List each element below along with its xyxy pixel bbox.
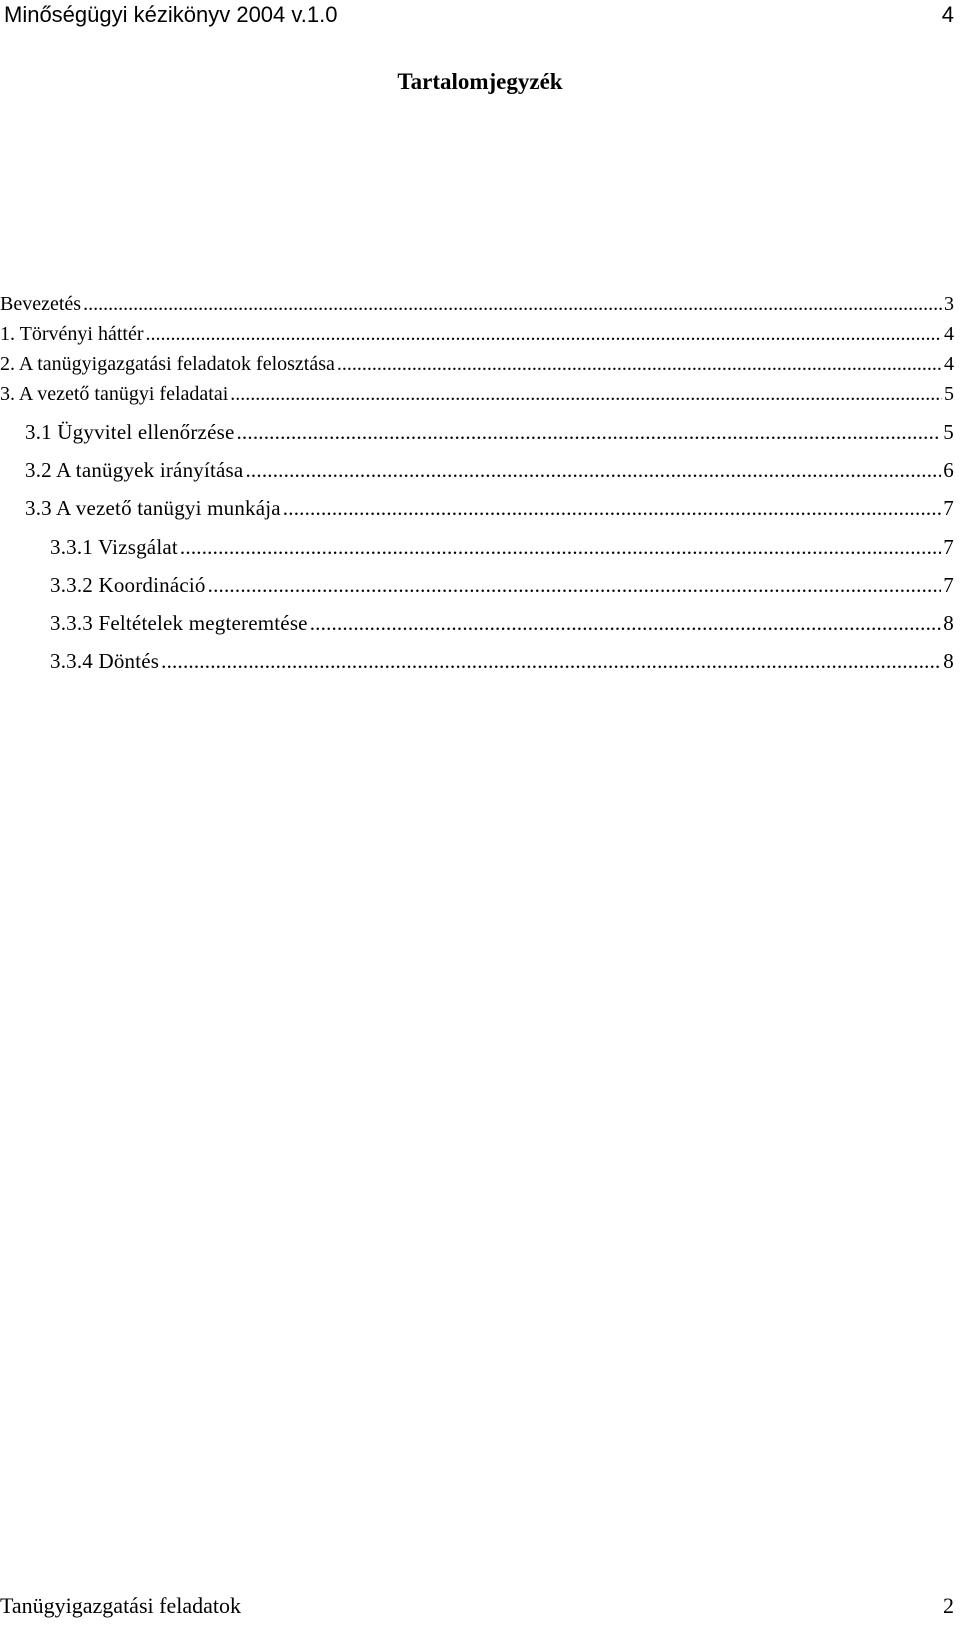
toc-entry-label: 3.1 Ügyvitel ellenőrzése [25, 420, 235, 444]
toc-entry[interactable] [25, 494, 954, 522]
toc-entry-page: 5 [944, 383, 954, 405]
toc-entry-page: 7 [943, 573, 954, 597]
toc-entry-page: 7 [943, 535, 954, 559]
toc-entry-label: 3.3.2 Koordináció [50, 573, 206, 597]
toc-entry-label: 3.3 A vezető tanügyi munkája [25, 496, 281, 520]
toc-entry[interactable] [50, 571, 954, 599]
toc-entry-label: 3.3.1 Vizsgálat [50, 535, 178, 559]
toc-entry-label: 3.3.4 Döntés [50, 649, 160, 673]
toc-title: Tartalomjegyzék [397, 69, 563, 94]
toc-entry-page: 4 [944, 353, 954, 375]
dot-leader [161, 647, 941, 675]
toc-entry-label: 3. A vezető tanügyi feladatai [0, 383, 229, 405]
dot-leader [310, 609, 942, 637]
toc-entry[interactable] [50, 609, 954, 637]
toc-entry[interactable] [0, 290, 954, 318]
toc-entry-page: 4 [944, 323, 954, 345]
toc-entry-page: 8 [943, 611, 954, 635]
toc-entry-page: 8 [943, 649, 954, 673]
page-header [4, 2, 954, 28]
toc-entry-label: 3.2 A tanügyek irányítása [25, 458, 244, 482]
dot-leader [83, 290, 942, 318]
dot-leader [245, 456, 941, 484]
page-footer [0, 1592, 954, 1620]
document-title: Minőségügyi kézikönyv 2004 v.1.0 [4, 2, 338, 27]
toc-entry[interactable] [0, 320, 954, 348]
toc-entry-label: 3.3.3 Feltételek megteremtése [50, 611, 308, 635]
dot-leader [283, 494, 942, 522]
dot-leader [230, 380, 942, 408]
toc-entry-label: 2. A tanügyigazgatási feladatok felosztása [0, 353, 335, 375]
toc-entry-page: 7 [943, 496, 954, 520]
dot-leader [337, 350, 942, 378]
header-page-number: 4 [941, 2, 954, 27]
toc-entry-page: 3 [944, 293, 954, 315]
footer-page-number: 2 [943, 1593, 954, 1618]
dot-leader [180, 533, 941, 561]
toc-entry[interactable] [0, 380, 954, 408]
toc-entry[interactable] [0, 350, 954, 378]
toc-entry-page: 5 [943, 420, 954, 444]
toc-entry-label: Bevezetés [0, 293, 82, 315]
footer-text: Tanügyigazgatási feladatok [0, 1593, 241, 1618]
dot-leader [145, 320, 942, 348]
dot-leader [236, 418, 941, 446]
toc-entry[interactable] [50, 533, 954, 561]
toc-entry[interactable] [50, 647, 954, 675]
dot-leader [208, 571, 942, 599]
toc-entry[interactable] [25, 456, 954, 484]
toc-entry[interactable] [25, 418, 954, 446]
toc-entry-label: 1. Törvényi háttér [0, 323, 144, 345]
toc-entry-page: 6 [943, 458, 954, 482]
